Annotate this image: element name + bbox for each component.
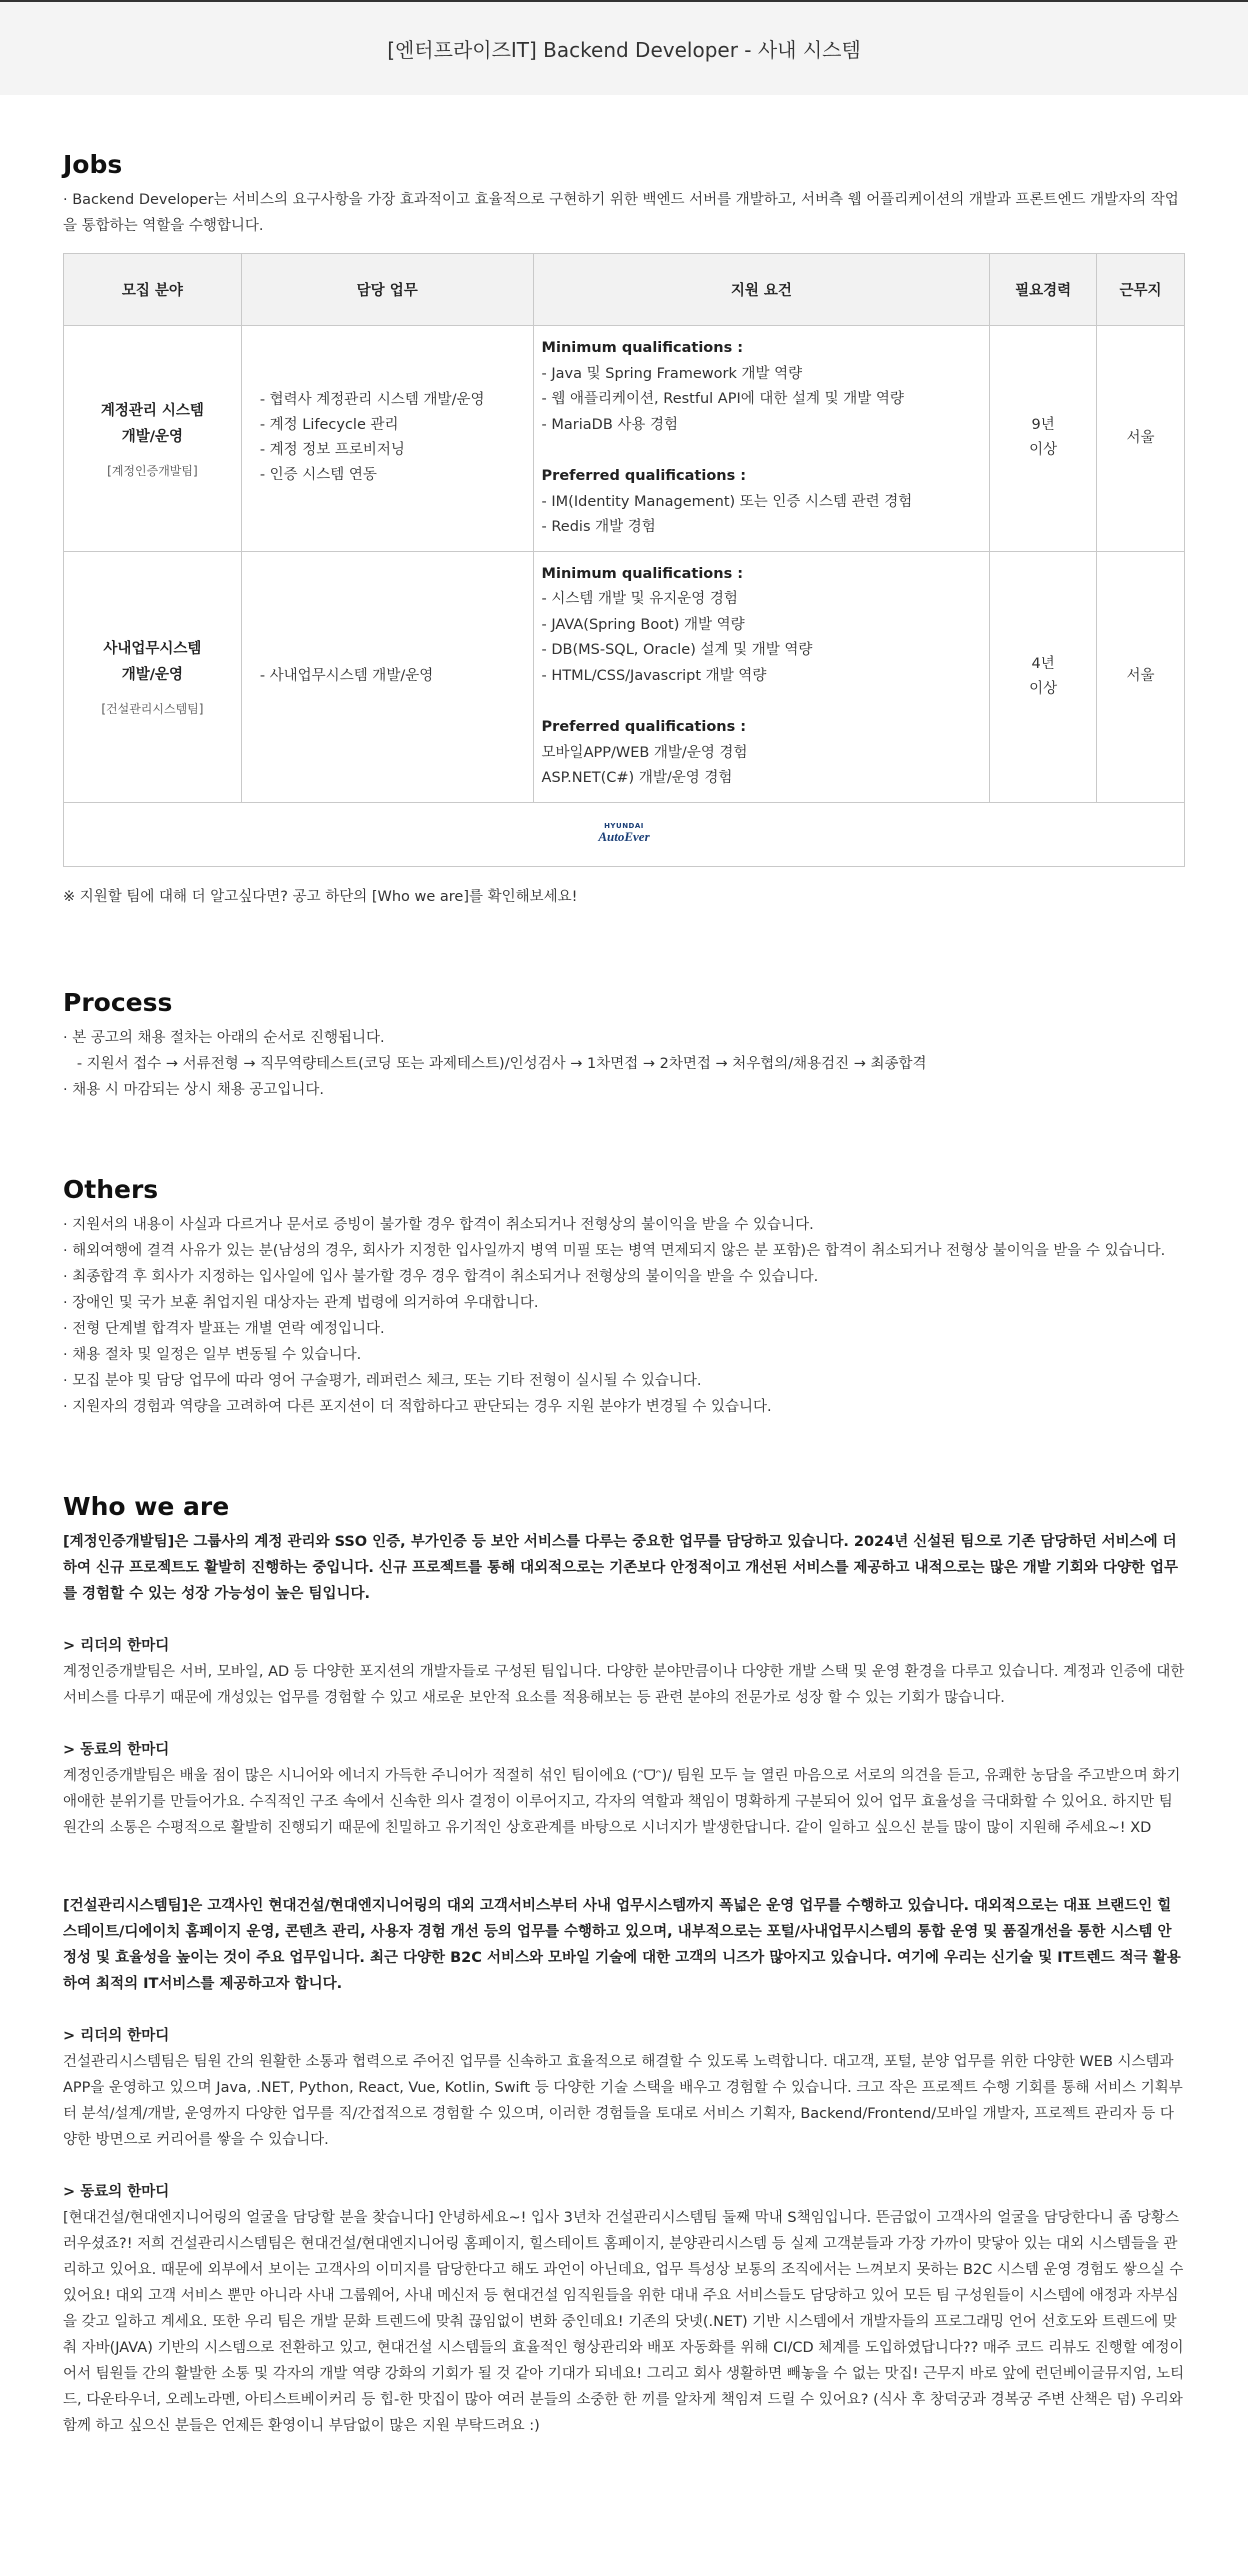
field-cell: [64, 551, 242, 802]
header-career: 필요경력: [990, 254, 1097, 326]
table-row: [64, 326, 1185, 552]
table-row: [64, 551, 1185, 802]
field-name: 계정관리 시스템 개발/운영: [100, 402, 204, 445]
header-location: 근무지: [1097, 254, 1185, 326]
others-item: · 최종합격 후 회사가 지정하는 입사일에 입사 불가할 경우 경우 합격이 취소되거나 전형상의 불이익을 받을 수 있습니다.: [63, 1268, 819, 1285]
requirements-cell: Minimum qualifications : - 시스템 개발 및 유지운영 경험 - JAVA(Spring Boot) 개발 역량 - DB(MS-SQL, Oracle) 설계 및 개발 역량 - HTML/CSS/Javascript 개발 역량 Preferred qualifications : 모바일APP/WEB 개발/운영 경험 ASP.NET(C#) 개발/운영 경험: [533, 551, 990, 802]
process-line: · 채용 시 마감되는 상시 채용 공고입니다.: [63, 1081, 324, 1098]
career-cell: 9년 이상: [990, 326, 1097, 552]
pref-qual-title: Preferred qualifications :: [541, 468, 747, 484]
duty-cell: - 사내업무시스템 개발/운영: [241, 551, 533, 802]
others-item: · 지원서의 내용이 사실과 다르거나 문서로 증빙이 불가할 경우 합격이 취소되거나 전형상의 불이익을 받을 수 있습니다.: [63, 1216, 814, 1233]
others-item: · 채용 절차 및 일정은 일부 변동될 수 있습니다.: [63, 1346, 362, 1363]
field-name: 사내업무시스템 개발/운영: [103, 641, 202, 683]
team2-peer-text: [현대건설/현대엔지니어링의 얼굴을 담당할 분을 찾습니다] 안녕하세요~! 입사 3년차 건설관리시스템팀 둘째 막내 S책임입니다. 뜬금없이 고객사의 얼굴을 담당한다니 좀 당황스러우셨죠?! 저희 건설관리시스템팀은 현대건설/현대엔지니어링 홈페이지, 힐스테이트 홈페이지, 분양관리시스템 등 실제 고객분들과 가장 가까이 맞닿아 있는 대외 시스템들을 관리하고 있어요. 때문에 외부에서 보이는 고객사의 이미지를 담당한다고 해도 과언이 아닌데요, 업무 특성상 보통의 조직에서는 느껴보지 못하는 B2C 시스템 운영 경험도 쌓으실 수 있어요! 대외 고객 서비스 뿐만 아니라 사내 그룹웨어, 사내 메신저 등 현대건설 임직원들을 위한 대내 주요 서비스들도 담당하고 있어 모든 팀 구성원들이 시스템에 애정과 자부심을 갖고 일하고 계세요. 또한 우리 팀은 개발 문화 트렌드에 맞춰 끊임없이 변화 중인데요! 기존의 닷넷(.NET) 기반 시스템에서 개발자들의 프로그래밍 언어 선호도와 트렌드에 맞춰 자바(JAVA) 기반의 시스템으로 전환하고 있고, 현대건설 시스템들의 효율적인 형상관리와 배포 자동화를 위해 CI/CD 체계를 도입하였답니다?? 매주 코드 리뷰도 진행할 예정이어서 팀원들 간의 활발한 소통 및 각자의 개발 역량 강화의 기회가 될 것 같아 기대가 되네요! 그리고 회사 생활하면 빼놓을 수 없는 맛집! 근무지 바로 앞에 런던베이글뮤지엄, 노티드, 다운타우너, 오레노라멘, 아티스트베이커리 등 힙-한 맛집이 많아 여러 분들의 소중한 한 끼를 알차게 책임져 드릴 수 있어요? (식사 후 창덕궁과 경복궁 주변 산책은 덤) 우리와 함께 하고 싶으신 분들은 언제든 환영이니 부담없이 많은 지원 부탁드려요 :): [63, 2209, 1185, 2434]
jobs-table: [63, 253, 1185, 867]
others-item: · 전형 단계별 합격자 발표는 개별 연락 예정입니다.: [63, 1320, 385, 1337]
team1-leader-title: > 리더의 한마디: [63, 1637, 170, 1654]
team1-intro: [계정인증개발팀]은 그룹사의 계정 관리와 SSO 인증, 부가인증 등 보안 서비스를 다루는 중요한 업무를 담당하고 있습니다. 2024년 신설된 팀으로 기존 담당하던 서비스에 더하여 신규 프로젝트도 활발히 진행하는 중입니다. 신규 프로젝트를 통해 대외적으로는 기존보다 안정적이고 개선된 서비스를 제공하고 내적으로는 많은 개발 기회와 다양한 업무를 경험할 수 있는 성장 가능성이 높은 팀입니다.: [63, 1533, 1178, 1602]
team1-peer-text: 계정인증개발팀은 배울 점이 많은 시니어와 에너지 가득한 주니어가 적절히 섞인 팀이에요 (ᵔᗜᵔ)/ 팀원 모두 늘 열린 마음으로 서로의 의견을 듣고, 유쾌한 농담을 주고받으며 화기애애한 분위기를 만들어가요. 수직적인 구조 속에서 신속한 의사 결정이 이루어지고, 각자의 역할과 책임이 명확하게 구분되어 있어 업무 효율성을 극대화할 수 있어요. 하지만 팀원간의 소통은 수평적으로 활발히 진행되기 때문에 친밀하고 유기적인 상호관계를 바탕으로 시너지가 발생한답니다. 같이 일하고 싶으신 분들 많이 많이 지원해 주세요~! XD: [63, 1767, 1181, 1836]
team-info-note: ※ 지원할 팀에 대해 더 알고싶다면? 공고 하단의 [Who we are]를 확인해보세요!: [63, 888, 578, 905]
team-name: [건설관리시스템팀]: [101, 702, 204, 716]
team2-leader-text: 건설관리시스템팀은 팀원 간의 원활한 소통과 협력으로 주어진 업무를 신속하고 효율적으로 해결할 수 있도록 노력합니다. 대고객, 포털, 분양 업무를 위한 다양한 WEB 시스템과 APP을 운영하고 있으며 Java, .NET, Python, React, Vue, Kotlin, Swift 등 다양한 기술 스택을 배우고 경험할 수 있습니다. 크고 작은 프로젝트 수행 기회를 통해 서비스 기획부터 분석/설계/개발, 운영까지 다양한 업무를 직/간접적으로 경험할 수 있으며, 이러한 경험들을 토대로 서비스 기획자, Backend/Frontend/모바일 개발자, 프로젝트 관리자 등 다양한 방면으로 커리어를 쌓을 수 있습니다.: [63, 2053, 1183, 2148]
process-steps: - 지원서 접수 → 서류전형 → 직무역량테스트(코딩 또는 과제테스트)/인성검사 → 1차면접 → 2차면접 → 처우협의/채용검진 → 최종합격: [63, 1055, 927, 1072]
header-requirements: 지원 요건: [533, 254, 990, 326]
jobs-title: Jobs: [63, 150, 123, 179]
team2-intro: [건설관리시스템팀]은 고객사인 현대건설/현대엔지니어링의 대외 고객서비스부터 사내 업무시스템까지 폭넓은 운영 업무를 수행하고 있습니다. 대외적으로는 대표 브랜드인 힐스테이트/디에이치 홈페이지 운영, 콘텐츠 관리, 사용자 경험 개선 등의 업무를 수행하고 있으며, 내부적으로는 포털/사내업무시스템의 통합 운영 및 품질개선을 통한 시스템 안정성 및 효율성을 높이는 것이 주요 업무입니다. 최근 다양한 B2C 서비스와 모바일 기술에 대한 고객의 니즈가 많아지고 있습니다. 여기에 우리는 신기술 및 IT트렌드 적극 활용하여 최적의 IT서비스를 제공하고자 합니다.: [63, 1897, 1181, 1992]
team2-leader-title: > 리더의 한마디: [63, 2027, 170, 2044]
team2-peer-title: > 동료의 한마디: [63, 2183, 170, 2200]
process-title: Process: [63, 987, 173, 1017]
min-qual-title: Minimum qualifications :: [541, 340, 744, 356]
header-field: 모집 분야: [64, 254, 242, 326]
field-cell: [64, 326, 242, 552]
others-title: Others: [63, 1174, 159, 1204]
logo-row: [64, 802, 1185, 866]
jobs-intro: · Backend Developer는 서비스의 요구사항을 가장 효과적이고 효율적으로 구현하기 위한 백엔드 서버를 개발하고, 서버측 웹 어플리케이션의 개발과 프론트엔드 개발자의 작업을 통합하는 역할을 수행합니다.: [63, 192, 1179, 234]
team-name: [계정인증개발팀]: [107, 463, 198, 478]
others-item: · 지원자의 경험과 역량을 고려하여 다른 포지션이 더 적합하다고 판단되는 경우 지원 분야가 변경될 수 있습니다.: [63, 1398, 772, 1415]
hyundai-autoever-logo: HYUNDAI AutoEver: [598, 822, 650, 844]
header-duty: 담당 업무: [241, 254, 533, 326]
header-bar: [0, 0, 1248, 95]
pref-qual-title: Preferred qualifications :: [541, 719, 747, 735]
team1-peer-title: > 동료의 한마디: [63, 1741, 170, 1758]
table-header-row: [64, 254, 1185, 326]
process-line: · 본 공고의 채용 절차는 아래의 순서로 진행됩니다.: [63, 1029, 385, 1046]
career-cell: 4년 이상: [990, 551, 1097, 802]
others-item: · 해외여행에 결격 사유가 있는 분(남성의 경우, 회사가 지정한 입사일까지 병역 미필 또는 병역 면제되지 않은 분 포함)은 합격이 취소되거나 전형상 불이익을 받을 수 있습니다.: [63, 1242, 1166, 1259]
job-posting-content: [63, 150, 1185, 2439]
duty-cell: - 협력사 계정관리 시스템 개발/운영 - 계정 Lifecycle 관리 - 계정 정보 프로비저닝 - 인증 시스템 연동: [241, 326, 533, 552]
location-cell: 서울: [1097, 551, 1185, 802]
location-cell: 서울: [1097, 326, 1185, 552]
others-item: · 장애인 및 국가 보훈 취업지원 대상자는 관계 법령에 의거하여 우대합니다.: [63, 1294, 539, 1311]
who-we-are-title: Who we are: [63, 1491, 230, 1521]
others-item: · 모집 분야 및 담당 업무에 따라 영어 구술평가, 레퍼런스 체크, 또는 기타 전형이 실시될 수 있습니다.: [63, 1372, 702, 1389]
team1-leader-text: 계정인증개발팀은 서버, 모바일, AD 등 다양한 포지션의 개발자들로 구성된 팀입니다. 다양한 분야만큼이나 다양한 개발 스택 및 운영 환경을 다루고 있습니다. 계정과 인증에 대한 서비스를 다루기 때문에 개성있는 업무를 경험할 수 있고 새로운 보안적 요소를 적용해보는 등 관련 분야의 전문가로 성장 할 수 있는 기회가 많습니다.: [63, 1663, 1185, 1706]
page-title: [엔터프라이즈IT] Backend Developer - 사내 시스템: [387, 38, 861, 62]
requirements-cell: Minimum qualifications : - Java 및 Spring Framework 개발 역량 - 웹 애플리케이션, Restful API에 대한 설계 및 개발 역량 - MariaDB 사용 경험 Preferred qualifications : - IM(Identity Management) 또는 인증 시스템 관련 경험 - Redis 개발 경험: [533, 326, 990, 552]
min-qual-title: Minimum qualifications :: [541, 565, 744, 582]
